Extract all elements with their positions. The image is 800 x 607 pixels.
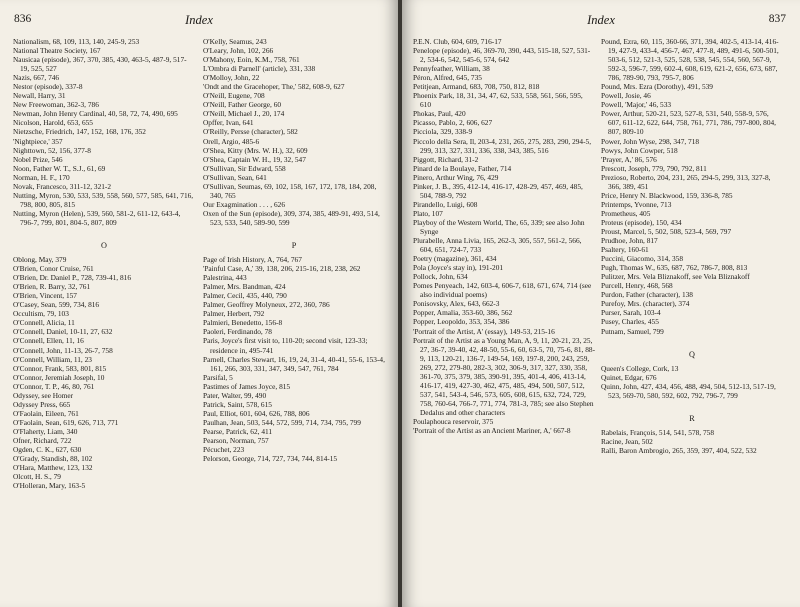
index-entry: Ogden, C. K., 627, 630	[13, 445, 82, 455]
index-entry: O'Connell, Alicia, 11	[13, 318, 75, 328]
index-entry: Playboy of the Western World, The, 65, 339; see also John Synge	[413, 217, 585, 236]
running-title: Index	[185, 13, 213, 27]
index-entry: Our Exagmination . . . , 626	[203, 199, 285, 209]
section-gap	[601, 400, 783, 410]
index-entry: Power, Arthur, 520-21, 523, 527-8, 531, 540, 558-9, 576, 607, 611-12, 622, 644, 758, 761, 771, 786, 797-800, 804, 807, 809-10	[601, 109, 777, 137]
index-entry: Racine, Jean, 502	[601, 436, 653, 446]
index-entry: Psaltery, 160-61	[601, 245, 649, 255]
index-entry: Phokas, Paul, 420	[413, 109, 466, 119]
index-entry: 'Painful Case, A,' 39, 138, 206, 215-16, 218, 238, 262	[203, 264, 361, 274]
index-entry: Putnam, Samuel, 799	[601, 326, 664, 336]
index-entry: Quinn, John, 427, 434, 456, 488, 494, 504, 512-13, 517-19, 523, 569-70, 580, 592, 602, 792, 796-7, 799	[601, 381, 776, 400]
index-entry: Newman, John Henry Cardinal, 40, 58, 72, 74, 490, 695	[13, 109, 178, 119]
index-column-right	[203, 37, 385, 463]
index-entry: Pulitzer, Mrs. Vela Bliznakoff, see Vela Bliznakoff	[601, 272, 750, 282]
index-entry: Noon, Father W. T., S.J., 61, 69	[13, 163, 106, 173]
index-entry: Nestor (episode), 337-8	[13, 82, 83, 92]
index-entry: Paulhan, Jean, 503, 544, 572, 599, 714, 734, 795, 799	[203, 417, 361, 427]
index-entry: Pugh, Thomas W., 635, 687, 762, 786-7, 808, 813	[601, 263, 748, 273]
index-entry: Palestrina, 443	[203, 273, 247, 283]
index-entry: Piggott, Richard, 31-2	[413, 154, 479, 164]
index-entry: Prescott, Joseph, 779, 790, 792, 811	[601, 163, 707, 173]
index-entry: Penelope (episode), 46, 369-70, 390, 443, 515-18, 527, 531-2, 534-6, 542, 545-6, 574, 642	[413, 46, 591, 65]
index-entry: O'Neill, Father George, 60	[203, 100, 282, 110]
index-entry: Purser, Sarah, 103-4	[601, 308, 661, 318]
index-entry: O'Brien, R. Barry, 32, 761	[13, 282, 91, 292]
index-entry: Proust, Marcel, 5, 502, 508, 523-4, 569, 797	[601, 226, 732, 236]
index-entry: 'Portrait of the Artist, A' (essay), 149-53, 215-16	[413, 326, 555, 336]
index-entry: Paris, Joyce's first visit to, 110-20; second visit, 123-33; residence in, 495-741	[203, 336, 368, 355]
page-number: 837	[768, 13, 786, 25]
entry-group-o-cont	[203, 37, 385, 227]
index-entry: Plurabelle, Anna Livia, 165, 262-3, 305, 557, 561-2, 566, 604, 651, 724-7, 733	[413, 236, 582, 255]
index-entry: O'Mahony, Eoin, K.M., 758, 761	[203, 55, 300, 65]
index-entry: O'Leary, John, 102, 266	[203, 46, 274, 56]
entry-group-p	[203, 255, 385, 463]
section-letter-p: P	[291, 240, 297, 250]
index-entry: O'Kelly, Seamus, 243	[203, 37, 267, 46]
section-letter-r: R	[689, 413, 695, 423]
section-letter-q: Q	[689, 349, 695, 359]
index-entry: Nicolson, Harold, 653, 655	[13, 118, 93, 128]
entry-group-o	[13, 255, 195, 490]
index-entry: Phoenix Park, 18, 31, 34, 47, 62, 533, 558, 561, 566, 595, 610	[413, 91, 583, 110]
index-entry: Popper, Leopoldo, 353, 354, 386	[413, 317, 510, 327]
index-entry: P.E.N. Club, 604, 609, 716-17	[413, 37, 502, 46]
index-entry: O'Brien, Vincent, 157	[13, 291, 77, 301]
index-column-right	[601, 37, 783, 455]
index-entry: Palmieri, Benedetto, 156-8	[203, 318, 283, 328]
index-entry: Proteus (episode), 150, 434	[601, 217, 682, 227]
index-entry: Popper, Amalia, 353-60, 386, 562	[413, 308, 513, 318]
index-entry: Pastimes of James Joyce, 815	[203, 381, 291, 391]
index-entry: 'Prayer, A,' 86, 576	[601, 154, 657, 164]
index-entry: Piccolo della Sera, Il, 203-4, 231, 265, 275, 283, 290, 294-5, 299, 313, 327, 331, 336, 338, 343, 385, 516	[413, 136, 592, 155]
index-entry: Parsifal, 5	[203, 372, 233, 382]
entry-group-p-end	[601, 37, 783, 336]
index-entry: O'Hara, Matthew, 123, 132	[13, 463, 93, 473]
section-letter-o: O	[101, 240, 107, 250]
index-entry: O'Holleran, Mary, 163-5	[13, 481, 86, 491]
index-entry: O'Shea, Kitty (Mrs. W. H.), 32, 609	[203, 145, 308, 155]
index-entry: Nutting, Myron, 530, 533, 539, 558, 560, 577, 585, 641, 716, 798, 800, 805, 815	[13, 190, 194, 209]
index-entry: O'Casey, Sean, 599, 734, 816	[13, 300, 100, 310]
left-page	[0, 0, 398, 607]
index-entry: Olcott, H. S., 79	[13, 472, 61, 482]
index-entry: Odyssey Press, 665	[13, 399, 71, 409]
index-entry: Palmer, Cecil, 435, 440, 790	[203, 291, 287, 301]
index-entry: Pinker, J. B., 395, 412-14, 416-17, 428-29, 457, 469, 485, 504, 788-9, 792	[413, 181, 583, 200]
index-entry: Pirandello, Luigi, 608	[413, 199, 478, 209]
index-entry: Portrait of the Artist as a Young Man, A, 9, 11, 20-21, 23, 25, 27, 36-7, 39-40, 42, 48-50, 55-6, 60, 63-5, 70, 75-6, 81, 88-9, 113, 120-21, 136-7, 149-54, 169, 197-8, 200, 243, 259, 269, 272, 279-80, 282-3, 302, 306-9, 317, 327, 330, 358, 361-70, 375, 379, 385, 390-91, 395, 401-4, 406, 413-14, 416-17, 419, 427-30, 462, 475, 485, 494, 500, 507, 512, 537, 541, 543-4, 546, 573, 605, 608, 615, 632, 724, 729, 758, 760-64, 766-7, 771, 774, 781-3, 785; see also Stephen Dedalus and other characters	[413, 335, 596, 417]
index-entry: Nietzsche, Friedrich, 147, 152, 168, 176, 352	[13, 127, 146, 137]
section-gap	[13, 227, 195, 237]
index-columns	[0, 37, 398, 607]
index-entry: Pinard de la Boulaye, Father, 714	[413, 163, 512, 173]
index-column-left	[413, 37, 595, 435]
index-entry: O'Connor, Jeremiah Joseph, 10	[13, 372, 105, 382]
index-entry: Powell, Josie, 46	[601, 91, 651, 101]
index-entry: O'Shea, Captain W. H., 19, 32, 547	[203, 154, 306, 164]
index-entry: Pola (Joyce's stay in), 191-201	[413, 263, 504, 273]
index-entry: Pound, Mrs. Ezra (Dorothy), 491, 539	[601, 82, 713, 92]
index-entry: Petitjean, Armand, 683, 708, 750, 812, 818	[413, 82, 540, 92]
index-entry: Pusey, Charles, 455	[601, 317, 659, 327]
index-entry: Patrick, Saint, 578, 615	[203, 399, 272, 409]
index-entry: Nationalism, 68, 109, 113, 140, 245-9, 253	[13, 37, 140, 46]
index-entry: O'Connell, Ellen, 11, 16	[13, 336, 84, 346]
index-entry: Paoleri, Ferdinando, 78	[203, 327, 272, 337]
index-entry: Pollock, John, 634	[413, 272, 468, 282]
index-entry: Novak, Francesco, 311-12, 321-2	[13, 181, 112, 191]
index-entry: O'Brien, Conor Cruise, 761	[13, 264, 94, 274]
index-entry: Prometheus, 405	[601, 208, 651, 218]
index-entry: Nobel Prize, 546	[13, 154, 63, 164]
index-entry: Powell, 'Major,' 46, 533	[601, 100, 672, 110]
index-columns	[402, 37, 800, 607]
index-entry: Powys, John Cowper, 518	[601, 145, 678, 155]
index-entry: O'Connor, Frank, 583, 801, 815	[13, 363, 107, 373]
index-entry: O'Molloy, John, 22	[203, 73, 260, 83]
index-entry: Norman, H. F., 170	[13, 172, 70, 182]
index-entry: Paul, Elliot, 601, 604, 626, 788, 806	[203, 408, 310, 418]
index-entry: O'Faolain, Sean, 619, 626, 713, 771	[13, 417, 119, 427]
index-entry: Purdon, Father (character), 138	[601, 290, 693, 300]
index-entry: O'Flaherty, Liam, 340	[13, 426, 78, 436]
index-entry: Purcell, Henry, 468, 568	[601, 281, 673, 291]
index-entry: Purefoy, Mrs. (character), 374	[601, 299, 690, 309]
index-entry: O'Neill, Michael J., 20, 174	[203, 109, 285, 119]
index-entry: Pearson, Norman, 757	[203, 435, 269, 445]
index-entry: Ralli, Baron Ambrogio, 265, 359, 397, 404, 522, 532	[601, 445, 757, 455]
entry-group-n	[13, 37, 195, 227]
index-entry: O'Reilly, Persse (character), 582	[203, 127, 298, 137]
index-entry: Power, John Wyse, 298, 347, 718	[601, 136, 700, 146]
running-head	[0, 13, 398, 29]
index-column-left	[13, 37, 195, 490]
index-entry: Plato, 107	[413, 208, 443, 218]
running-head	[402, 13, 800, 29]
index-entry: O'Sullivan, Sean, 641	[203, 172, 267, 182]
index-entry: Poetry (magazine), 361, 434	[413, 254, 497, 264]
index-entry: Pennyfeather, William, 38	[413, 64, 490, 74]
index-entry: O'Faolain, Eileen, 761	[13, 408, 79, 418]
index-entry: O'Connell, William, 11, 23	[13, 354, 92, 364]
index-entry: Prudhoe, John, 817	[601, 236, 658, 246]
index-entry: O'Connell, Daniel, 10-11, 27, 632	[13, 327, 113, 337]
index-entry: Odyssey, see Homer	[13, 390, 74, 400]
index-entry: O'Brien, Dr. Daniel P., 728, 739-41, 816	[13, 273, 131, 283]
index-entry: Quinet, Edgar, 676	[601, 372, 657, 382]
index-entry: Puccini, Giacomo, 314, 358	[601, 254, 683, 264]
index-entry: 'Portrait of the Artist as an Ancient Mariner, A,' 667-8	[413, 426, 571, 436]
entry-group-p-cont	[413, 37, 595, 435]
index-entry: 'Nightpiece,' 357	[13, 136, 63, 146]
index-entry: Picciola, 329, 338-9	[413, 127, 473, 137]
index-entry: Parnell, Charles Stewart, 16, 19, 24, 31-4, 40-41, 55-6, 153-4, 161, 266, 303, 331, 347, 349, 547, 761, 784	[203, 354, 385, 373]
index-entry: Nazis, 667, 746	[13, 73, 60, 83]
index-entry: Péron, Alfred, 645, 735	[413, 73, 482, 83]
index-entry: Pound, Ezra, 60, 115, 360-66, 371, 394, 402-5, 413-14, 416-19, 427-9, 433-4, 456-7, 467, 477-8, 489, 491-6, 500-501, 503-6, 512, 521-3, 525, 528, 538, 545, 554, 560, 567-9, 592-3, 596-7, 599, 602-4, 608, 619, 621-2, 656, 673, 687, 786, 789-90, 793, 795-7, 806	[601, 37, 779, 83]
index-entry: National Theatre Society, 167	[13, 46, 101, 56]
index-entry: Ofner, Richard, 722	[13, 435, 72, 445]
index-entry: Newall, Harry, 31	[13, 91, 66, 101]
index-entry: Opffer, Ivan, 641	[203, 118, 254, 128]
index-entry: Prezioso, Roberto, 204, 231, 265, 294-5, 299, 313, 327-8, 366, 389, 451	[601, 172, 771, 191]
index-entry: O'Neill, Eugene, 708	[203, 91, 265, 101]
index-entry: 'Ondt and the Gracehoper, The,' 582, 608-9, 627	[203, 82, 345, 92]
index-entry: O'Sullivan, Sir Edward, 558	[203, 163, 286, 173]
index-entry: O'Grady, Standish, 88, 102	[13, 454, 93, 464]
index-entry: Ponisovsky, Alex, 643, 662-3	[413, 299, 500, 309]
index-entry: Oblong, May, 379	[13, 255, 67, 265]
index-entry: Printemps, Yvonne, 713	[601, 199, 672, 209]
index-entry: Palmer, Herbert, 792	[203, 309, 265, 319]
index-entry: Picasso, Pablo, 2, 606, 627	[413, 118, 493, 128]
index-entry: Pomes Penyeach, 142, 603-4, 606-7, 618, 671, 674, 714 (see also individual poems)	[413, 281, 592, 300]
index-entry: Oxen of the Sun (episode), 309, 374, 385, 489-91, 493, 514, 523, 533, 540, 589-90, 599	[203, 208, 380, 227]
index-entry: O'Sullivan, Seumas, 69, 102, 158, 167, 172, 178, 184, 208, 340, 765	[203, 181, 377, 200]
running-title: Index	[587, 13, 615, 27]
index-entry: O'Connor, T. P., 46, 80, 761	[13, 381, 95, 391]
index-entry: L'Ombra di Parnell' (article), 331, 338	[203, 64, 316, 74]
index-entry: Poulaphouca reservoir, 375	[413, 416, 494, 426]
index-entry: Palmer, Geoffrey Molyneux, 272, 360, 786	[203, 300, 330, 310]
index-entry: Pécuchet, 223	[203, 445, 245, 455]
section-gap	[203, 227, 385, 237]
index-entry: Pinero, Arthur Wing, 76, 429	[413, 172, 499, 182]
entry-group-q	[601, 364, 783, 400]
index-entry: New Freewoman, 362-3, 786	[13, 100, 99, 110]
index-entry: Queen's College, Cork, 13	[601, 363, 679, 373]
index-entry: Price, Henry N. Blackwood, 159, 336-8, 785	[601, 190, 733, 200]
index-entry: Rabelais, François, 514, 541, 578, 758	[601, 427, 714, 437]
right-page	[402, 0, 800, 607]
index-entry: Nighttown, 52, 156, 377-8	[13, 145, 91, 155]
page-number: 836	[14, 13, 32, 25]
entry-group-r	[601, 428, 783, 455]
index-entry: O'Connell, John, 11-13, 26-7, 758	[13, 345, 113, 355]
index-entry: Pelorson, George, 714, 727, 734, 744, 814-15	[203, 454, 338, 464]
index-entry: Page of Irish History, A, 764, 767	[203, 255, 302, 265]
index-entry: Occultism, 79, 103	[13, 309, 69, 319]
index-entry: Nutting, Myron (Helen), 539, 560, 581-2, 611-12, 643-4, 796-7, 799, 801, 804-5, 807, 809	[13, 208, 181, 227]
index-entry: Orell, Argio, 485-6	[203, 136, 260, 146]
index-entry: Nausicaa (episode), 367, 370, 385, 430, 463-5, 487-9, 517-19, 525, 527	[13, 55, 187, 74]
index-entry: Palmer, Mrs. Bandman, 424	[203, 282, 286, 292]
index-entry: Pater, Walter, 99, 490	[203, 390, 267, 400]
index-entry: Pearse, Patrick, 62, 411	[203, 426, 273, 436]
section-gap	[601, 336, 783, 346]
